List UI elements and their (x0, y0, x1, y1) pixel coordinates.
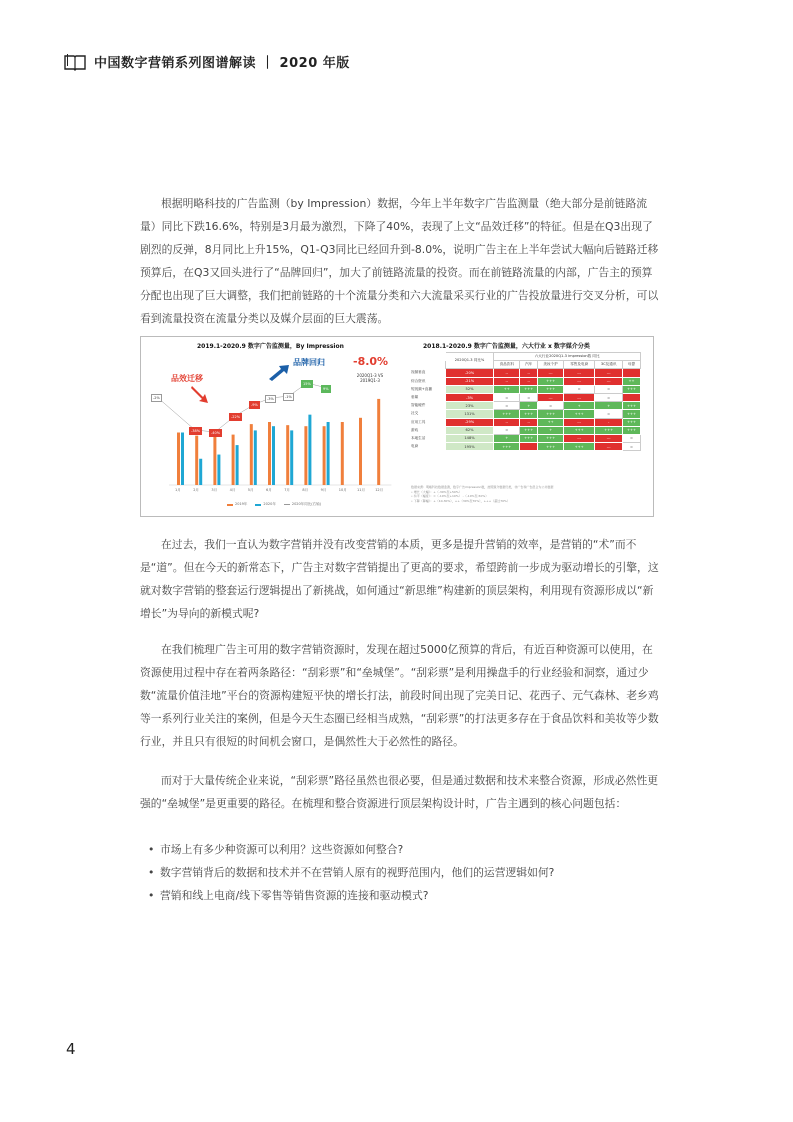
matrix-cell: +++ (538, 443, 564, 451)
page-header (64, 52, 350, 71)
footnote-line: 数据来源：明略科技数据监测，数字广告impression数，按照媒介数据归类，非广告和广告混合为公共数据 (411, 485, 554, 489)
matrix-cell: +++ (595, 426, 623, 434)
row-yoy: 52% (445, 385, 494, 393)
row-label: 视频垂直 (410, 369, 446, 377)
table-row (410, 369, 641, 377)
matrix-cell: ++ (623, 377, 641, 385)
page-number: 4 (66, 1040, 76, 1058)
annotation-total-note: 2020Q1-3 VS 2019Q1-3 (356, 373, 384, 383)
bar-2019 (286, 425, 289, 485)
matrix-cell: ++ (494, 385, 520, 393)
legend-item (284, 502, 321, 507)
yoy-label: -38% (191, 429, 201, 433)
bar-2020 (327, 422, 330, 485)
column-header: 3C及通讯 (595, 361, 623, 369)
matrix-cell: +++ (623, 418, 641, 426)
bar-2019 (177, 433, 180, 486)
matrix-cell: +++ (623, 402, 641, 410)
matrix-cell: -- (520, 418, 538, 426)
matrix-cell: +++ (538, 385, 564, 393)
column-header: 母婴 (623, 361, 641, 369)
row-yoy: 148% (445, 434, 494, 442)
table-header-row (410, 361, 641, 369)
matrix-cell: + (520, 402, 538, 410)
row-yoy: 23% (445, 402, 494, 410)
bar-2019 (213, 437, 216, 485)
annotation-right: 品牌回归 (293, 358, 325, 367)
annotation-total: -8.0% (353, 355, 389, 368)
table-header-row (410, 353, 641, 361)
matrix-cell: --- (595, 443, 623, 451)
x-tick-label: 12月 (375, 488, 384, 492)
matrix-cell: +++ (564, 426, 595, 434)
footnote-line: • 下降（降幅）：+（10-30%），++（30%至70%），+++（超过70%） (411, 498, 510, 503)
matrix-cell: --- (564, 377, 595, 385)
matrix-cell: --- (564, 418, 595, 426)
x-tick-label: 6月 (266, 488, 272, 492)
row-label: 应用工具 (410, 418, 446, 426)
yoy-label: -9% (251, 403, 258, 407)
bar-2019 (304, 426, 307, 485)
header-blank (410, 361, 446, 369)
matrix-cell: +++ (494, 410, 520, 418)
matrix-cell: + (564, 402, 595, 410)
yoy-label: -40% (211, 431, 221, 435)
matrix-cell: +++ (538, 377, 564, 385)
down-arrow-icon (189, 383, 211, 405)
legend-item (227, 502, 247, 507)
matrix-cell: --- (564, 434, 595, 442)
legend-label: 2020年同比(右轴) (291, 502, 321, 506)
yoy-label: -22% (231, 415, 241, 419)
legend-label: 2020年 (263, 502, 276, 506)
open-book-icon (64, 53, 86, 71)
yoy-label: -2% (153, 396, 160, 400)
bar-2019 (232, 435, 235, 485)
matrix-cell: -- (494, 377, 520, 385)
matrix-cell: + (494, 434, 520, 442)
legend-swatch (227, 504, 233, 506)
matrix-cell: +++ (520, 434, 538, 442)
matrix-cell: --- (538, 369, 564, 377)
x-tick-label: 9月 (320, 488, 327, 492)
paragraph-1: 根据明略科技的广告监测（by Impression）数据，今年上半年数字广告监测量（绝大部分是前链路流量）同比下跌16.6%，特别是3月最为激烈，下降了40%，表现了上文“品效迁移”的特征。但是在Q3出现了剧烈的反弹，8月同比上升15%，Q1-Q3同比已经回升到-8.0%，说明广告主在上半年尝试大幅向后链路迁移预算后，在Q3又回头进行了“品牌回归”，加大了前链路流量的投资。而在前链路流量的内部，广告主的预算分配也出现了巨大调整，我们把前链路的十个流量分类和六大流量采买行业的广告投放量进行交叉分析，可以看到流量投资在流量分类以及媒介层面的巨大震荡。 (140, 197, 659, 325)
chart-legend (227, 502, 321, 507)
table-row (410, 434, 641, 442)
table-row (410, 410, 641, 418)
row-label: 综合资讯 (410, 377, 446, 385)
header-blank (410, 353, 446, 361)
column-header: 零售及电商 (564, 361, 595, 369)
row-yoy: -20% (445, 369, 494, 377)
matrix-cell: - (595, 418, 623, 426)
matrix-cell: = (520, 393, 538, 401)
figure-panel (140, 336, 654, 517)
matrix-cell: = (623, 434, 641, 442)
x-tick-label: 1月 (175, 488, 181, 492)
matrix-cell: +++ (623, 410, 641, 418)
matrix-cell: -- (520, 377, 538, 385)
table-title: 2018.1-2020.9 数字广告监测量，六大行业 x 数字媒介分类 (423, 343, 590, 350)
yoy-label: -3% (267, 397, 274, 401)
matrix-cell: +++ (623, 385, 641, 393)
matrix-cell: = (494, 402, 520, 410)
column-header: 美妆个护 (538, 361, 564, 369)
header-group: 六大行业2020Q1-3 impression数 同比 (494, 353, 641, 361)
list-item: • 数字营销背后的数据和技术并不在营销人原有的视野范围内，他们的运营逻辑如何? (160, 861, 660, 884)
row-label: 游戏 (410, 426, 446, 434)
matrix-cell: -- (494, 369, 520, 377)
table-row (410, 443, 641, 451)
matrix-cell: +++ (520, 426, 538, 434)
row-yoy: -3% (445, 393, 494, 401)
legend-item (255, 502, 275, 507)
yoy-line (157, 383, 327, 432)
column-header: 食品饮料 (494, 361, 520, 369)
row-label: 垂媒 (410, 393, 446, 401)
bar-chart-title: 2019.1-2020.9 数字广告监测量，By Impression (197, 343, 344, 350)
table-footnotes (411, 485, 641, 503)
matrix-cell: = (538, 402, 564, 410)
x-tick-label: 8月 (302, 488, 309, 492)
matrix-cell: ++ (538, 418, 564, 426)
matrix-cell (623, 393, 641, 401)
matrix-cell: --- (564, 393, 595, 401)
bar-2019 (250, 424, 253, 485)
matrix-cell: --- (595, 434, 623, 442)
bar-2019 (377, 399, 380, 485)
x-tick-label: 7月 (284, 488, 290, 492)
bar-2019 (323, 426, 326, 485)
media-matrix-table (409, 352, 641, 451)
matrix-cell: = (564, 385, 595, 393)
legend-swatch (255, 504, 261, 506)
bar-2020 (236, 445, 239, 485)
row-label: 电商 (410, 443, 446, 451)
matrix-cell: +++ (564, 443, 595, 451)
row-yoy: 62% (445, 426, 494, 434)
matrix-cell: = (494, 393, 520, 401)
legend-swatch (284, 504, 290, 505)
matrix-cell: --- (564, 369, 595, 377)
matrix-cell: +++ (538, 434, 564, 442)
matrix-cell: --- (595, 377, 623, 385)
matrix-cell (520, 443, 538, 451)
paragraph-3: 在我们梳理广告主可用的数字营销资源时，发现在超过5000亿预算的背后，有近百种资源可以使用，在资源使用过程中存在着两条路径：“刮彩票”和“垒城堡”。“刮彩票”是利用操盘手的行业经验和洞察，通过少数“流量价值洼地”平台的资源构建短平快的增长打法，前段时间出现了完美日记、花西子、元气森林、老乡鸡等一系列行业关注的案例，但是今天生态圈已经相当成熟，“刮彩票”的打法更多存在于食品饮料和美妆等少数行业，并且只有很短的时间机会窗口，是偶然性大于必然性的路径。 (140, 643, 659, 748)
matrix-cell: +++ (494, 443, 520, 451)
row-label: 本地生活 (410, 434, 446, 442)
matrix-cell: -- (494, 418, 520, 426)
row-yoy: -29% (445, 418, 494, 426)
row-label: 社交 (410, 410, 446, 418)
bar-2020 (181, 433, 184, 486)
row-label: 智能硬件 (410, 402, 446, 410)
matrix-cell: + (595, 402, 623, 410)
yoy-label: 9% (323, 387, 329, 391)
x-tick-label: 4月 (229, 488, 236, 492)
bar-2020 (254, 430, 257, 485)
paragraph-4: 而对于大量传统企业来说，“刮彩票”路径虽然也很必要，但是通过数据和技术来整合资源，形成必然性更强的“垒城堡”是更重要的路径。在梳理和整合资源进行顶层架构设计时，广告主遇到的核心问题包括： (140, 774, 659, 810)
column-header: 汽车 (520, 361, 538, 369)
bar-2020 (308, 415, 311, 485)
header-main: 2020Q1-3 同比% (445, 353, 494, 369)
yoy-label: 15% (303, 382, 311, 386)
table-row (410, 402, 641, 410)
x-tick-label: 10月 (338, 488, 347, 492)
yoy-label: -1% (285, 395, 292, 399)
legend-label: 2019年 (235, 502, 248, 506)
bar-2020 (290, 430, 293, 485)
matrix-cell: +++ (623, 426, 641, 434)
row-yoy: 195% (445, 443, 494, 451)
row-label: 短视频+直播 (410, 385, 446, 393)
bar-2019 (359, 418, 362, 485)
bar-2019 (195, 436, 198, 485)
matrix-cell: +++ (520, 385, 538, 393)
question-list (160, 838, 660, 907)
matrix-cell: +++ (520, 410, 538, 418)
table-row (410, 393, 641, 401)
table-row (410, 385, 641, 393)
header-title: 中国数字营销系列图谱解读 ｜ 2020 年版 (94, 56, 350, 71)
footnote-line: • 增长（大幅）：+（-30%至+50%） (411, 489, 462, 494)
x-tick-label: 3月 (211, 488, 218, 492)
x-tick-label: 2月 (193, 488, 199, 492)
up-arrow-icon (267, 363, 291, 381)
table-row (410, 377, 641, 385)
paragraph-2: 在过去，我们一直认为数字营销并没有改变营销的本质，更多是提升营销的效率，是营销的“术”而不是“道”。但在今天的新常态下，广告主对数字营销提出了更高的要求，希望跨前一步成为驱动增长的引擎，这就对数字营销的整套运行逻辑提出了新挑战，如何通过“新思维”构建新的顶层架构，利用现有资源形成以“新增长”为导向的新模式呢? (140, 538, 659, 620)
x-tick-label: 5月 (247, 488, 254, 492)
matrix-cell: = (595, 385, 623, 393)
x-tick-label: 11月 (357, 488, 365, 492)
list-item: • 市场上有多少种资源可以利用？这些资源如何整合? (160, 838, 660, 861)
footnote-line: • 持平（幅度）：=（-10%至+10%） -（-10%至-50%） (411, 494, 489, 498)
matrix-cell: + (538, 426, 564, 434)
matrix-cell: --- (538, 393, 564, 401)
row-yoy: 131% (445, 410, 494, 418)
row-yoy: -21% (445, 377, 494, 385)
bar-2020 (272, 426, 275, 485)
annotation-left: 品效迁移 (171, 374, 203, 383)
matrix-cell: +++ (564, 410, 595, 418)
matrix-cell: -- (520, 369, 538, 377)
bar-2019 (268, 422, 271, 485)
table-row (410, 426, 641, 434)
matrix-cell: --- (595, 369, 623, 377)
bar-2020 (199, 459, 202, 485)
table-row (410, 418, 641, 426)
bar-2019 (341, 422, 344, 485)
list-item: • 营销和线上电商/线下零售等销售资源的连接和驱动模式? (160, 884, 660, 907)
matrix-cell: = (494, 426, 520, 434)
matrix-cell: +++ (538, 410, 564, 418)
matrix-cell (623, 369, 641, 377)
matrix-cell: = (595, 393, 623, 401)
matrix-cell: = (595, 410, 623, 418)
bar-2020 (217, 455, 220, 485)
matrix-cell: = (623, 443, 641, 451)
